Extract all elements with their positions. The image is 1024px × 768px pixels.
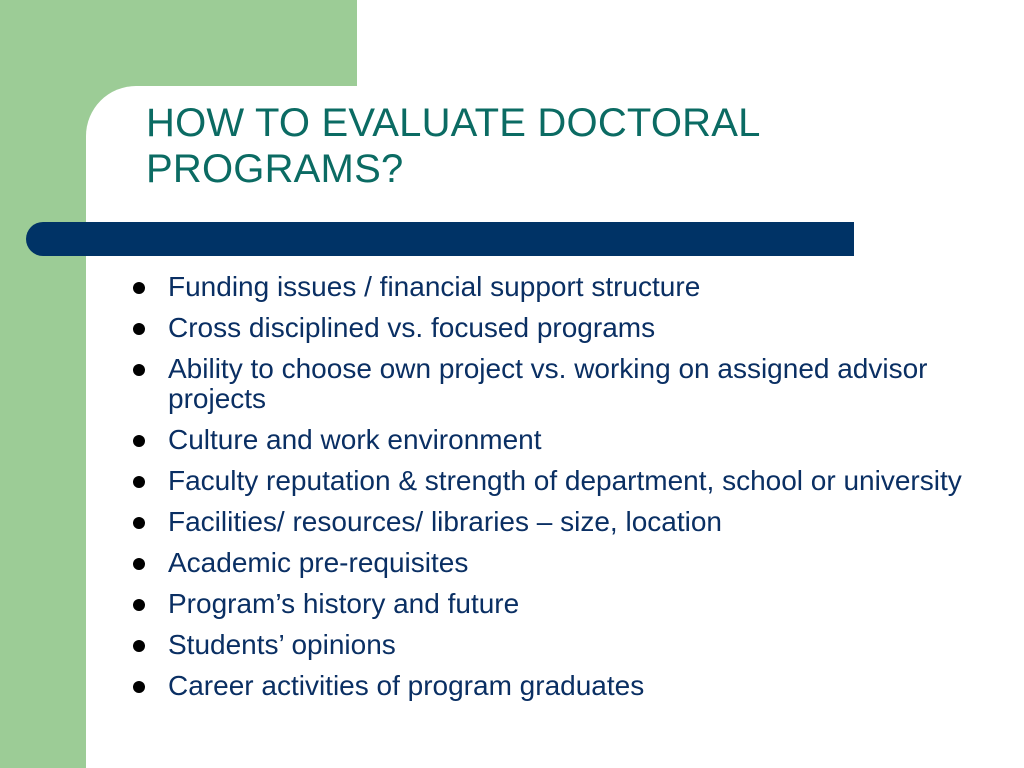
- bullet-text: Cross disciplined vs. focused programs: [168, 312, 656, 343]
- list-item: [130, 466, 1000, 496]
- bullet-text: Culture and work environment: [168, 424, 542, 455]
- bullet-dot-icon: [133, 323, 145, 335]
- bullet-dot-icon: [133, 435, 145, 447]
- bullet-dot-icon: [133, 364, 145, 376]
- bullet-text: Faculty reputation & strength of department, school or university: [168, 465, 962, 496]
- bullet-dot-icon: [133, 282, 145, 294]
- bullet-text: Facilities/ resources/ libraries – size, location: [168, 506, 722, 537]
- bullet-dot-icon: [133, 640, 145, 652]
- list-item: [130, 425, 1000, 455]
- list-item: [130, 272, 1000, 302]
- bullet-text: Academic pre-requisites: [168, 547, 469, 578]
- slide-title: HOW TO EVALUATE DOCTORAL PROGRAMS?: [146, 101, 760, 191]
- bullet-list: [130, 272, 1000, 712]
- list-item: [130, 354, 1000, 414]
- list-item: [130, 313, 1000, 343]
- bullet-dot-icon: [133, 558, 145, 570]
- bullet-text: Ability to choose own project vs. working on assigned advisor projects: [168, 353, 928, 414]
- bullet-dot-icon: [133, 599, 145, 611]
- list-item: [130, 630, 1000, 660]
- list-item: [130, 548, 1000, 578]
- bullet-text: Career activities of program graduates: [168, 670, 645, 701]
- bullet-text: Students’ opinions: [168, 629, 396, 660]
- title-divider-bar: [26, 222, 854, 256]
- bullet-dot-icon: [133, 476, 145, 488]
- list-item: [130, 507, 1000, 537]
- bullet-dot-icon: [133, 681, 145, 693]
- bullet-text: Funding issues / financial support structure: [168, 271, 701, 302]
- bullet-dot-icon: [133, 517, 145, 529]
- list-item: [130, 671, 1000, 701]
- list-item: [130, 589, 1000, 619]
- bullet-text: Program’s history and future: [168, 588, 520, 619]
